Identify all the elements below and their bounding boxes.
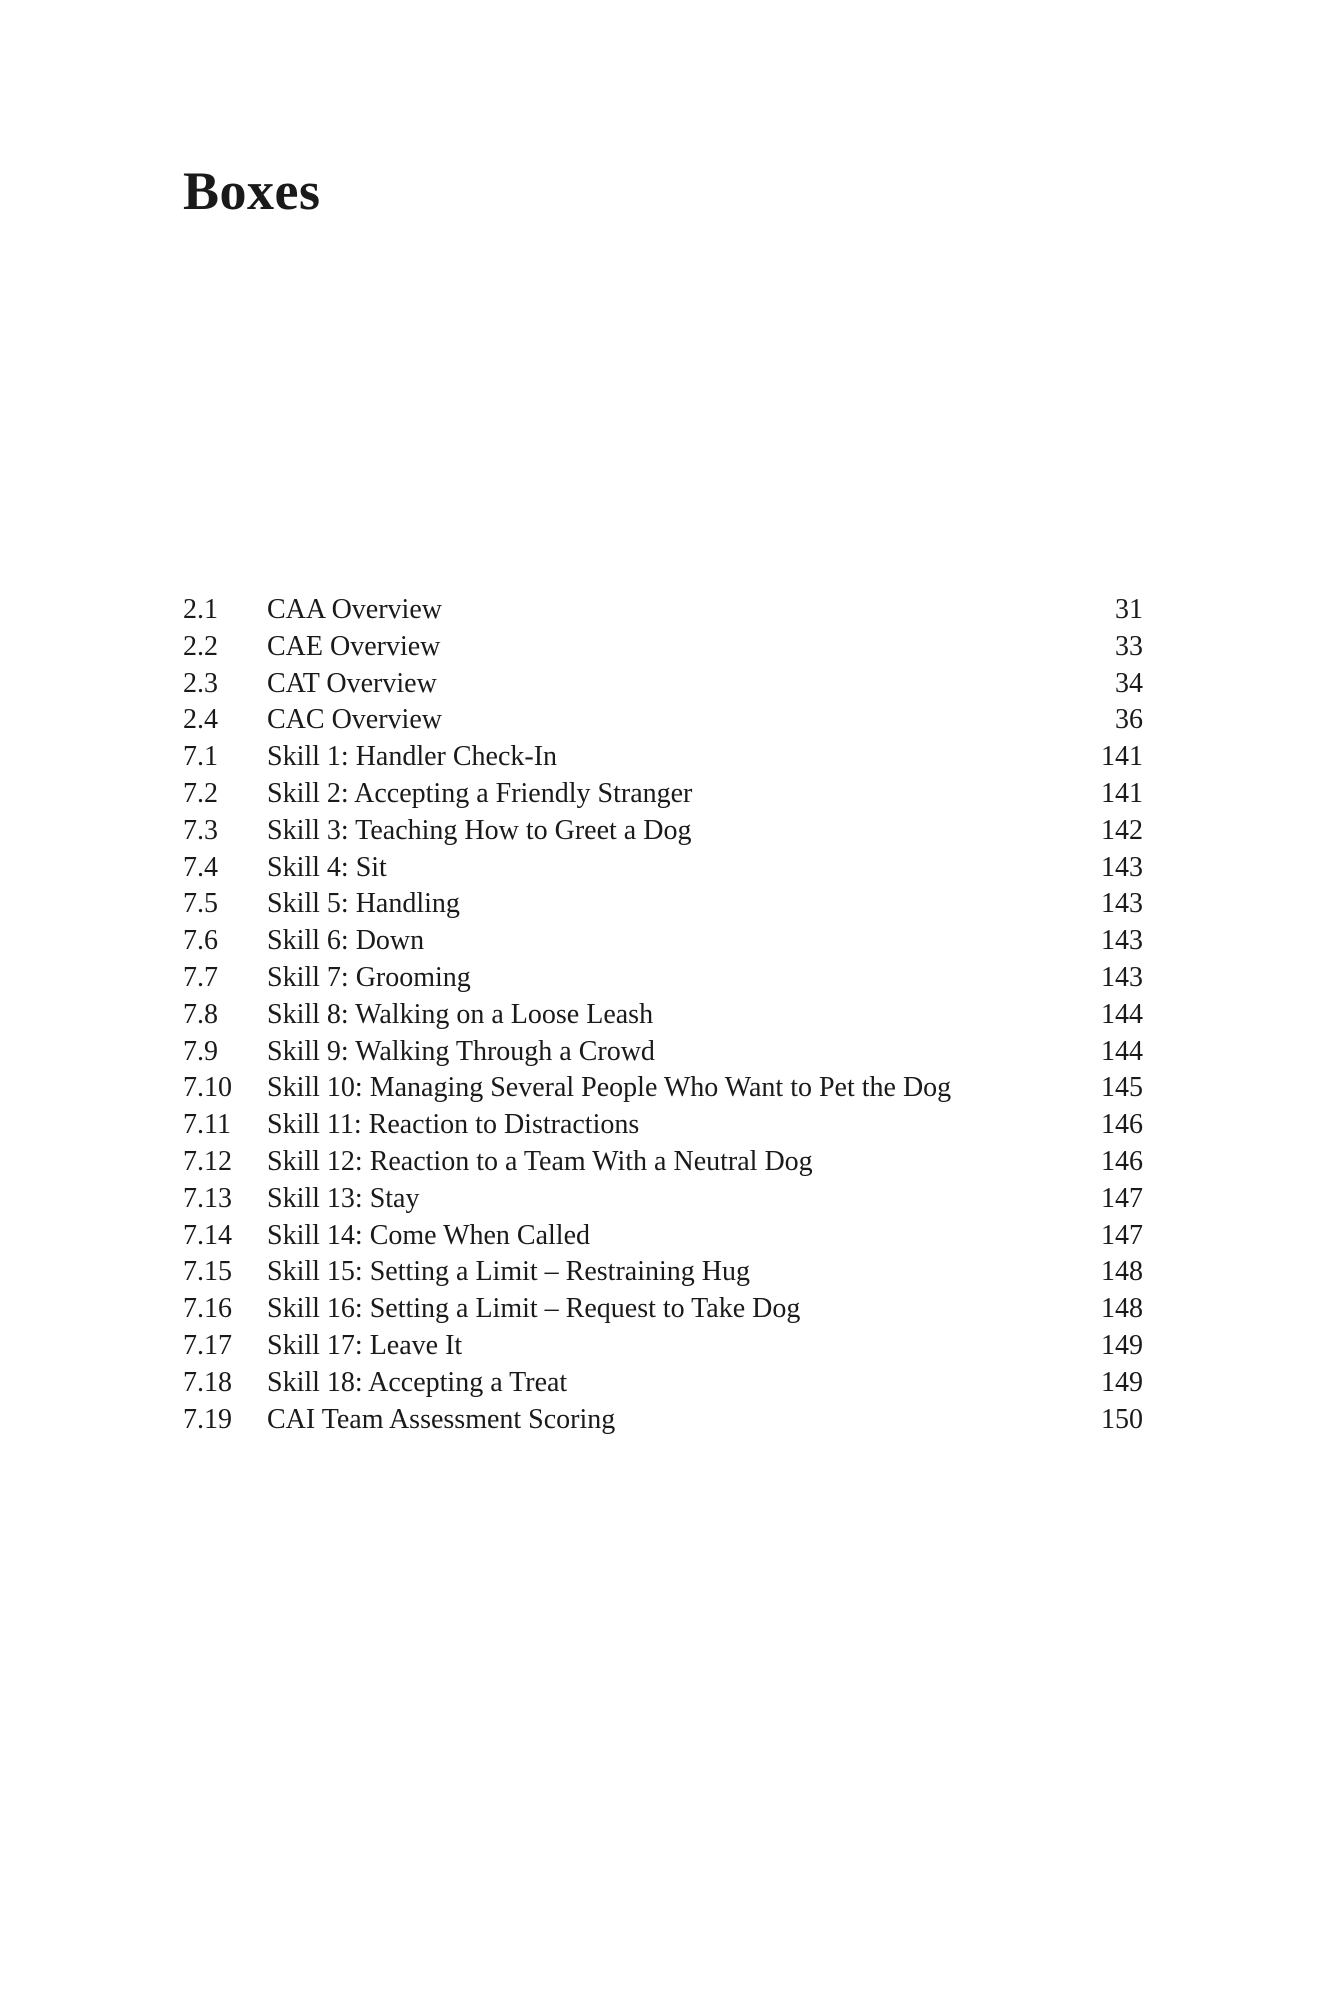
page-number: 149	[1101, 1329, 1143, 1361]
box-number: 7.16	[183, 1293, 232, 1325]
page-number: 141	[1101, 777, 1143, 809]
box-title: Skill 4: Sit	[267, 851, 387, 883]
page-number: 34	[1115, 667, 1143, 699]
list-item	[183, 997, 1143, 1034]
page-number: 143	[1101, 851, 1143, 883]
box-number: 7.2	[183, 777, 218, 809]
box-title: Skill 9: Walking Through a Crowd	[267, 1035, 655, 1067]
box-number: 7.12	[183, 1145, 232, 1177]
box-number: 7.18	[183, 1366, 232, 1398]
page-number: 145	[1101, 1072, 1143, 1104]
box-number: 7.6	[183, 925, 218, 957]
page-title: Boxes	[183, 161, 321, 221]
box-number: 7.15	[183, 1256, 232, 1288]
box-title: Skill 15: Setting a Limit – Restraining Hug	[267, 1256, 750, 1288]
box-title: Skill 7: Grooming	[267, 961, 471, 993]
box-title: CAI Team Assessment Scoring	[267, 1403, 616, 1435]
list-item	[183, 1218, 1143, 1255]
list-item	[183, 886, 1143, 923]
page-number: 31	[1115, 594, 1143, 625]
page-number: 143	[1101, 925, 1143, 957]
list-item	[183, 1365, 1143, 1402]
box-title: CAC Overview	[267, 704, 442, 736]
list-item	[183, 776, 1143, 813]
box-number: 7.10	[183, 1072, 232, 1104]
box-number: 7.4	[183, 851, 218, 883]
list-item	[183, 1254, 1143, 1291]
page-number: 147	[1101, 1219, 1143, 1251]
box-number: 7.3	[183, 814, 218, 846]
page-number: 143	[1101, 961, 1143, 993]
list-item	[183, 1181, 1143, 1218]
box-number: 2.2	[183, 630, 218, 662]
page-number: 142	[1101, 814, 1143, 846]
list-item	[183, 850, 1143, 887]
page-number: 144	[1101, 1035, 1143, 1067]
box-number: 7.11	[183, 1109, 231, 1141]
box-title: Skill 8: Walking on a Loose Leash	[267, 998, 654, 1030]
box-title: Skill 13: Stay	[267, 1182, 420, 1214]
box-title: Skill 6: Down	[267, 925, 425, 957]
page-number: 148	[1101, 1293, 1143, 1325]
list-item	[183, 960, 1143, 997]
list-item	[183, 1034, 1143, 1071]
box-number: 7.5	[183, 888, 218, 920]
box-number: 7.7	[183, 961, 218, 993]
box-title: CAA Overview	[267, 594, 442, 625]
list-item	[183, 813, 1143, 850]
boxes-list	[183, 592, 1143, 1438]
box-title: Skill 14: Come When Called	[267, 1219, 591, 1251]
box-title: Skill 16: Setting a Limit – Request to Take Dog	[267, 1293, 801, 1325]
page-number: 144	[1101, 998, 1143, 1030]
box-number: 2.3	[183, 667, 218, 699]
page-number: 149	[1101, 1366, 1143, 1398]
box-title: Skill 17: Leave It	[267, 1329, 463, 1361]
box-title: Skill 5: Handling	[267, 888, 460, 920]
list-item	[183, 739, 1143, 776]
list-item	[183, 1328, 1143, 1365]
box-number: 7.14	[183, 1219, 232, 1251]
box-title: Skill 3: Teaching How to Greet a Dog	[267, 814, 692, 846]
box-number: 7.9	[183, 1035, 218, 1067]
box-number: 7.8	[183, 998, 218, 1030]
list-item	[183, 702, 1143, 739]
page-number: 36	[1115, 704, 1143, 736]
box-title: Skill 18: Accepting a Treat	[267, 1366, 568, 1398]
page-number: 150	[1101, 1403, 1143, 1435]
list-item	[183, 923, 1143, 960]
list-item	[183, 592, 1143, 629]
box-title: Skill 11: Reaction to Distractions	[267, 1109, 640, 1141]
list-item	[183, 1107, 1143, 1144]
box-number: 7.17	[183, 1329, 232, 1361]
list-item	[183, 1291, 1143, 1328]
box-title: Skill 2: Accepting a Friendly Stranger	[267, 777, 693, 809]
box-title: Skill 1: Handler Check-In	[267, 741, 558, 773]
page-number: 141	[1101, 741, 1143, 773]
box-number: 7.19	[183, 1403, 232, 1435]
page-number: 143	[1101, 888, 1143, 920]
box-title: CAE Overview	[267, 630, 441, 662]
list-item	[183, 1402, 1143, 1439]
box-title: CAT Overview	[267, 667, 437, 699]
page-number: 33	[1115, 630, 1143, 662]
page-number: 146	[1101, 1145, 1143, 1177]
box-title: Skill 10: Managing Several People Who Want to Pet the Dog	[267, 1072, 952, 1104]
list-item	[183, 1144, 1143, 1181]
list-item	[183, 629, 1143, 666]
box-number: 7.1	[183, 741, 218, 773]
box-title: Skill 12: Reaction to a Team With a Neutral Dog	[267, 1145, 813, 1177]
box-number: 2.4	[183, 704, 218, 736]
box-number: 2.1	[183, 594, 218, 625]
list-item	[183, 1070, 1143, 1107]
page-number: 147	[1101, 1182, 1143, 1214]
page-number: 148	[1101, 1256, 1143, 1288]
page-number: 146	[1101, 1109, 1143, 1141]
list-item	[183, 666, 1143, 703]
box-number: 7.13	[183, 1182, 232, 1214]
